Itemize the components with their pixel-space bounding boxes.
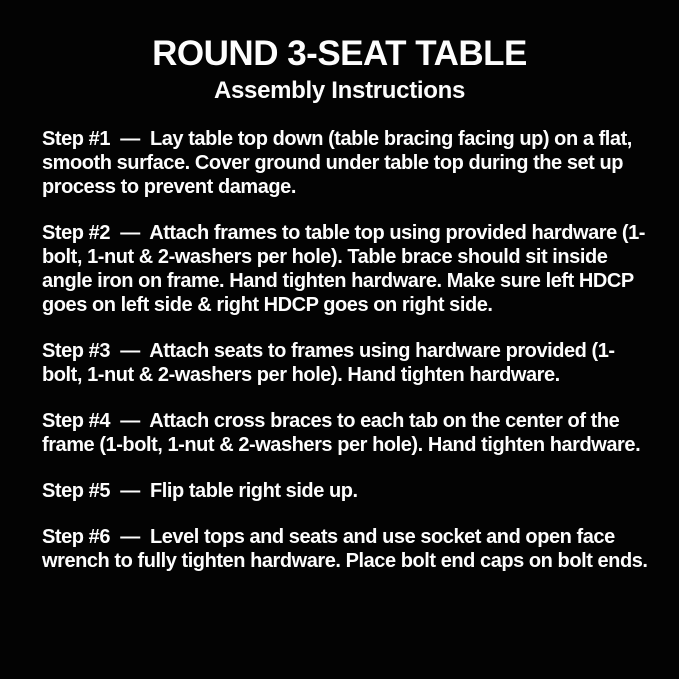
header xyxy=(0,0,679,106)
page-subtitle: Assembly Instructions xyxy=(213,77,466,104)
steps-list xyxy=(0,106,679,573)
step-4-text: Step #4 — Attach cross braces to each tab on the center of the frame (1-bolt, 1-nut & 2-washers per hole). Hand tighten hardware. xyxy=(42,410,641,456)
step-2-text: Step #2 — Attach frames to table top using provided hardware (1-bolt, 1-nut & 2-washers per hole). Table brace should sit inside angle iron on frame. Hand tighten hardware. Make sure left HDCP goes on left side & right HDCP goes on right side. xyxy=(42,222,646,316)
step-1-text: Step #1 — Lay table top down (table bracing facing up) on a flat, smooth surface. Cover ground under table top during the set up process to prevent damage. xyxy=(42,128,638,198)
step-6-text: Step #6 — Level tops and seats and use socket and open face wrench to fully tighten hardware. Place bolt end caps on bolt ends. xyxy=(42,526,648,572)
page-title: ROUND 3-SEAT TABLE xyxy=(152,34,527,73)
step-5-text: Step #5 — Flip table right side up. xyxy=(42,480,358,502)
step-3-text: Step #3 — Attach seats to frames using hardware provided (1-bolt, 1-nut & 2-washers per hole). Hand tighten hardware. xyxy=(42,340,615,386)
